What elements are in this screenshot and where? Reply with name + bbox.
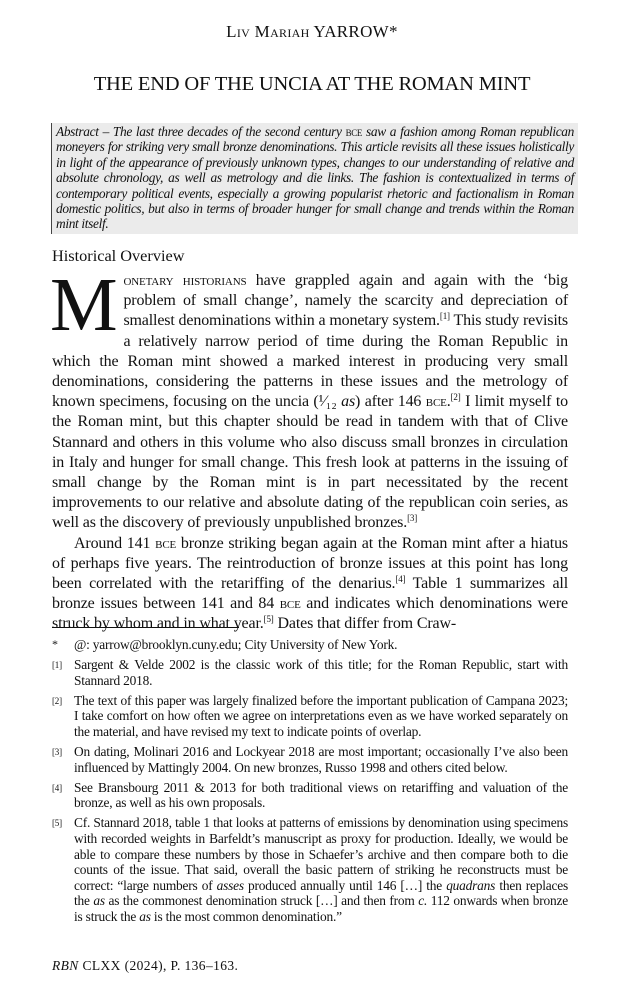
footnote-5 [52,815,568,924]
text: Cf. Stannard 2018, table 1 that looks at patterns of emissions by denomination using specimens with recorded weights in Barfeldt’s manuscript as proxy for production. Ideally, we would be able to compare these numbers by those in Schaefer’s archive and then compare both to die counts of the issue. That said, overall the basic pattern of striking he reconstructs must be correct: “large numbers of [74,815,568,893]
bce: bce [155,534,177,552]
body-text [50,263,569,635]
footnote-ref-2[interactable]: [2] [450,392,461,403]
footnote-ref-4[interactable]: [4] [395,574,406,585]
footnote-text: See Bransbourg 2011 & 2013 for both traditional views on retariffing and valuation of the bronze, as well as his own proposals. [74,779,568,811]
text: I limit myself to the Roman mint, but this chapter should be read in tandem with that of Clive Stannard and others in this volume who also discuss small bronzes in circulation in Italy and hunger for small change. This fresh look at patterns in the issuing of small change by the Roman mint is in part necessitated by the recent improvements to our relative and absolute dating of the republican coin series, as well as the discovery of previously unpublished bronzes. [52,393,568,532]
text: Dates that differ from Craw- [273,615,457,633]
footnote-ref-1[interactable]: [1] [439,311,450,322]
footnote-author [52,637,568,653]
text: is the most common denomination.” [150,909,342,924]
text: ) after 146 [355,393,426,411]
italic-term: as [93,893,105,909]
lead-smallcaps: onetary historians [123,272,247,289]
footnote-mark: [2] [52,695,62,706]
abstract-dash: – [98,124,113,139]
text: This study revisits a relatively narrow period of time during the Roman Republic in which the Roman mint showed a marked interest in producing very small denominations, considering the patterns in these issues and the metrology of known specimens, focusing on the uncia ( [52,312,568,411]
text: Table 1 summarizes all bronze issues between 141 and 84 [52,575,568,613]
text: have grappled again and again with the ‘big problem of small change’, namely the scarcity and depreciation of smallest denominations within a monetary system. [123,272,568,330]
text: then replaces the [74,877,568,909]
abstract-text-cont: saw a fashion among Roman republican moneyers for striking very small bronze denominations. This article revisits all these issues holistically in light of the appearance of previously unknown types, changes to our understanding of relative and absolute chronology, as well as metrology and die links. The fashion is contextualized in terms of contemporary political events, especially a growing popularist rhetoric and factionalism in Roman domestic politics, but also in terms of broader hunger for small change and trends within the Roman mint itself. [56,124,574,232]
article-title: THE END OF THE UNCIA AT THE ROMAN MINT [93,73,531,95]
citation-volume-pages: CLXX (2024), P. 136–163. [78,958,239,973]
italic-term: as [336,393,356,411]
footnote-mark: [1] [52,660,62,671]
footnote-text [74,815,568,924]
italic-term: c. [418,893,428,909]
footnote-1 [52,657,568,688]
text: 112 onwards when bronze is struck the [74,893,568,924]
text: as the commonest denomination struck […] and then from [104,893,419,909]
abstract-box [51,123,578,234]
footnote-ref-3[interactable]: [3] [407,513,418,524]
author-name [0,22,624,42]
italic-term: asses [216,877,244,893]
journal-citation [52,958,238,974]
footnote-ref-5[interactable]: [5] [263,614,274,625]
footnote-mark: [3] [52,747,62,758]
footnotes [52,637,568,929]
abstract-label: Abstract [56,124,99,139]
author-footnote-mark: * [389,22,398,41]
abstract-text: The last three decades of the second century [112,124,346,139]
text: bronze striking began again at the Roman mint after a hiatus of perhaps five years. The reintroduction of bronze issues at this point has long been correlated with the retariffing of the denarius. [52,534,569,593]
footnote-text: Sargent & Velde 2002 is the classic work of this title; for the Roman Republic, start with Stannard 2018. [74,657,568,688]
paragraph-2 [52,534,568,635]
section-heading: Historical Overview [52,246,185,265]
footnote-text: @: yarrow@brooklyn.cuny.edu; City University of New York. [74,637,398,652]
text: produced annually until 146 […] the [243,877,447,893]
journal-abbrev: RBN [52,958,79,973]
footnote-mark: [4] [52,782,62,793]
italic-term: quadrans [446,877,496,893]
abstract-bce: bce [345,124,363,139]
drop-cap: M [50,263,118,347]
footnote-mark: [5] [52,818,62,829]
footnote-text: The text of this paper was largely finalized before the important publication of Campana 2023; I take comfort on how often we agree on interpretations even as we have worked separately on the material, and have revised my text to indicate points of overlap. [74,692,568,739]
fraction: ¹⁄₁₂ [318,393,337,411]
author-surname: YARROW [313,22,389,41]
footnote-text: On dating, Molinari 2016 and Lockyear 2018 are most important; occasionally I’ve also been influenced by Mattingly 2004. On new bronzes, Russo 1998 and others cited below. [74,744,568,775]
text: Around 141 [74,534,156,552]
footnote-3 [52,744,568,775]
footnote-2 [52,693,568,740]
paragraph-1 [50,263,568,534]
text: and indicates which denominations were struck by whom and in what year. [52,595,568,633]
bce: bce. [425,393,451,411]
footnote-divider [52,627,239,628]
italic-term: as [139,909,151,924]
author-first-names: Liv Mariah [226,22,310,41]
footnote-mark: * [52,637,58,651]
bce: bce [279,595,301,613]
footnote-4 [52,780,568,811]
